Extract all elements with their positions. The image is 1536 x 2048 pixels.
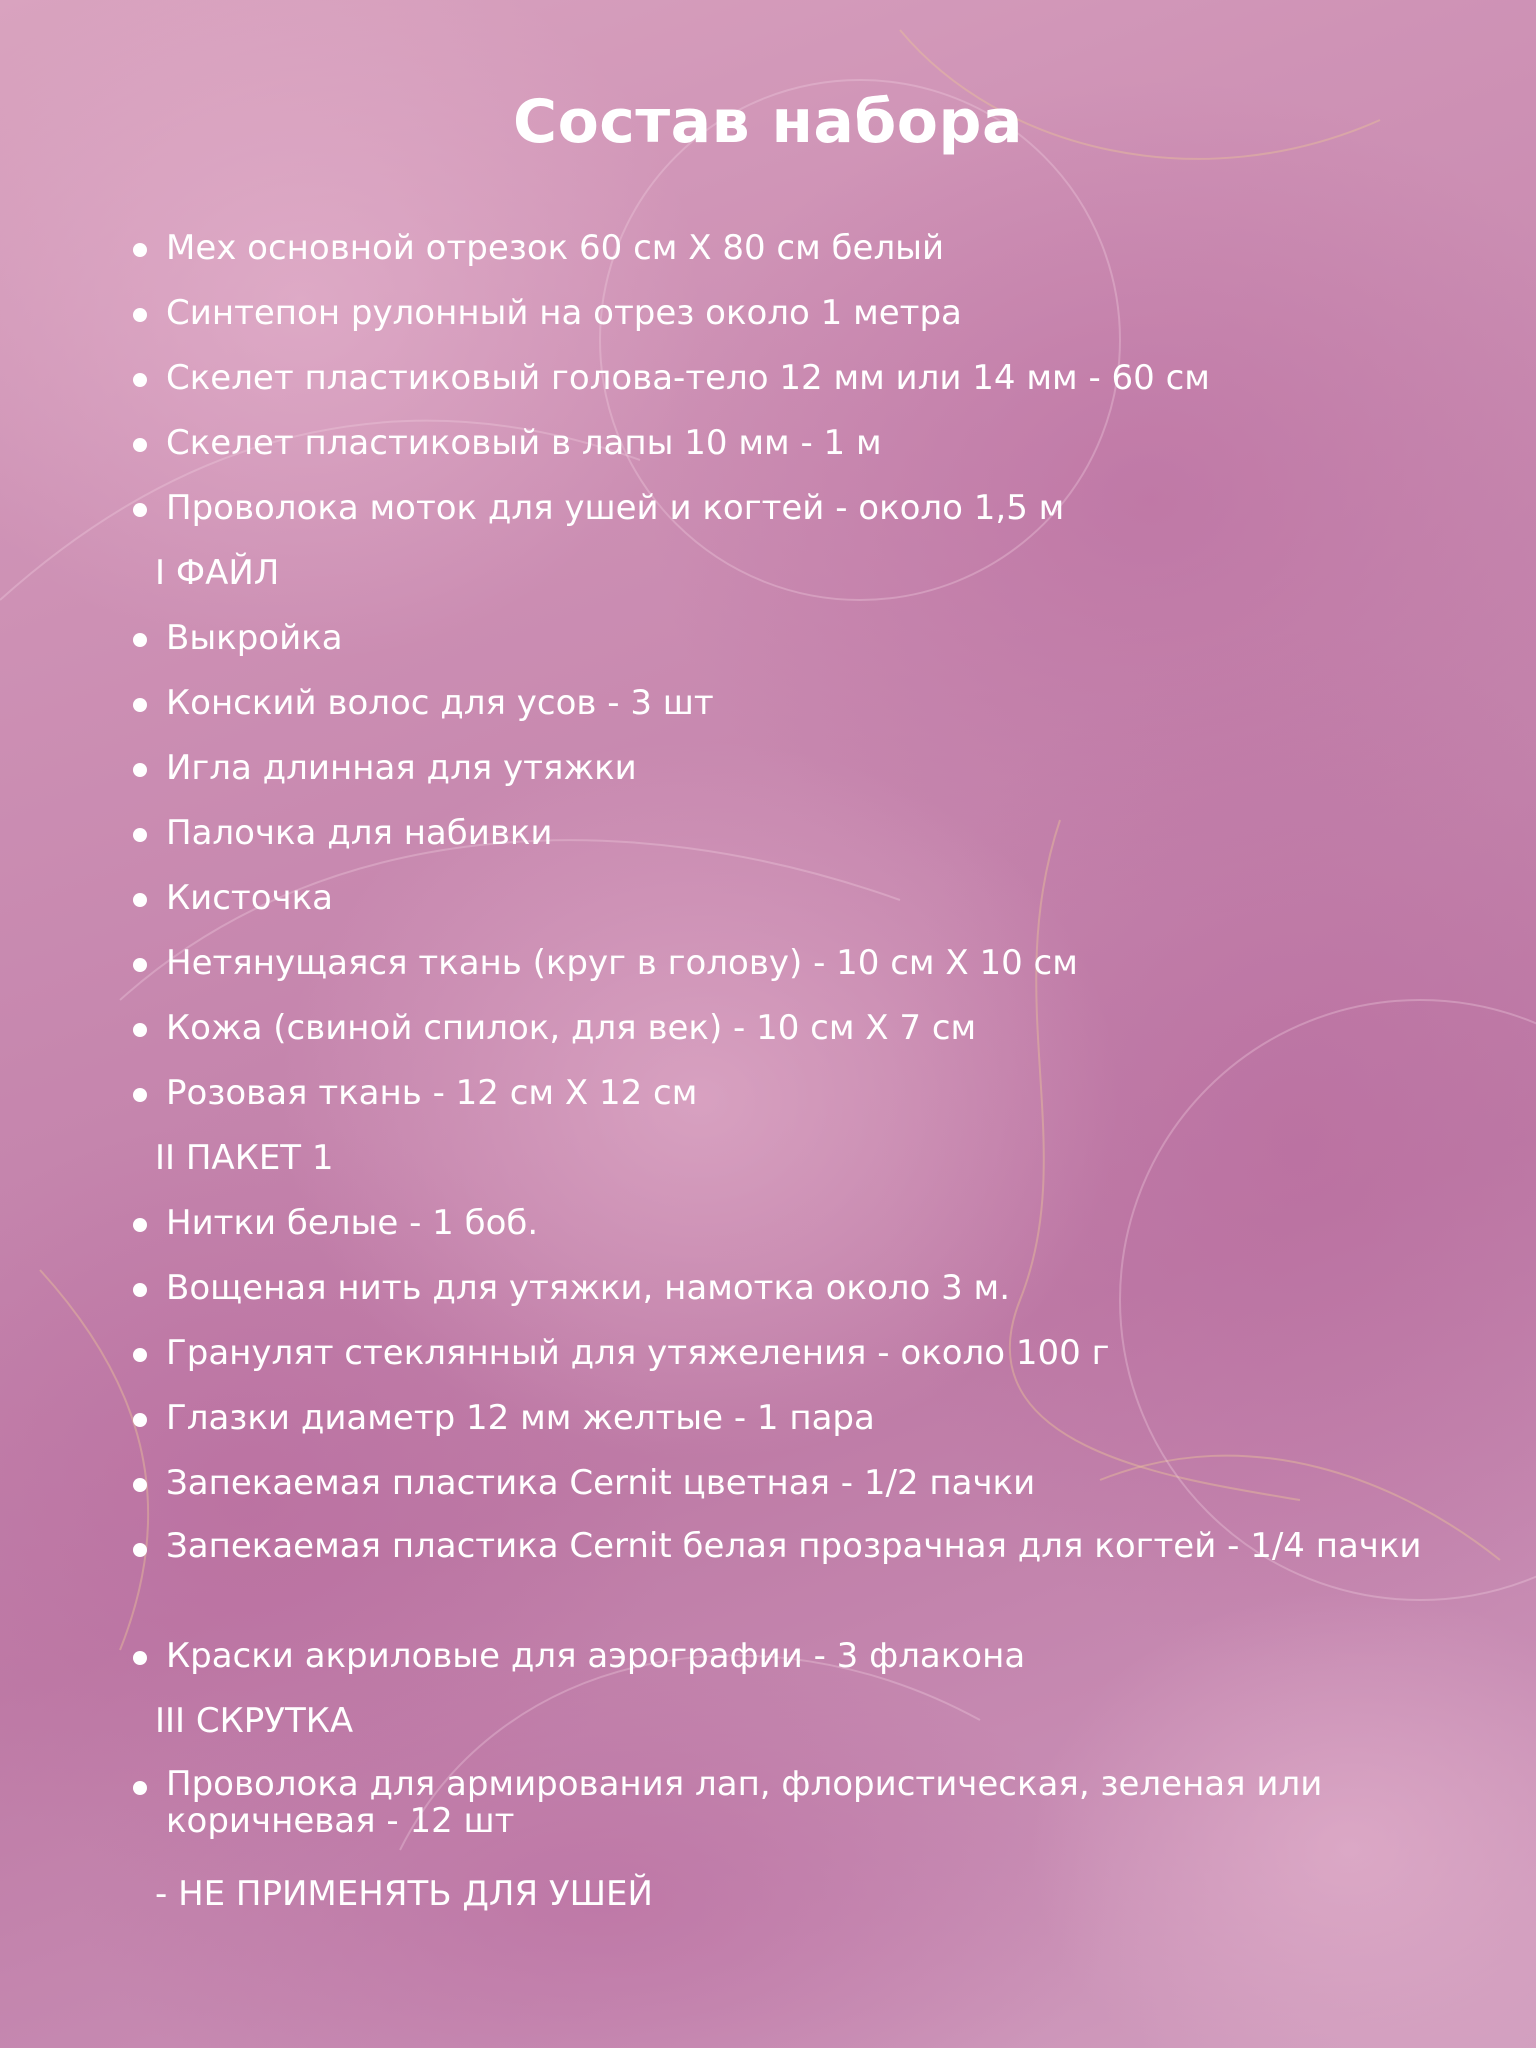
bullet-icon xyxy=(133,828,147,842)
list-item xyxy=(128,618,1428,683)
list-item-text: Скелет пластиковый голова-тело 12 мм или 14 мм - 60 см xyxy=(166,358,1210,398)
bullet-icon xyxy=(133,763,147,777)
list-item xyxy=(128,943,1428,1008)
list-item-text: Проволока моток для ушей и когтей - около 1,5 м xyxy=(166,488,1065,528)
list-item xyxy=(128,1463,1428,1528)
bullet-icon xyxy=(133,1781,147,1795)
list-item xyxy=(128,1766,1428,1874)
list-item xyxy=(128,228,1428,293)
list-item xyxy=(128,683,1428,748)
list-item xyxy=(128,1333,1428,1398)
list-item-text: Вощеная нить для утяжки, намотка около 3 м. xyxy=(166,1268,1011,1308)
list-item xyxy=(128,423,1428,488)
section-heading xyxy=(128,1701,1428,1766)
bullet-icon xyxy=(133,1348,147,1362)
section-heading xyxy=(128,1138,1428,1203)
list-item xyxy=(128,1203,1428,1268)
section-heading-text: III СКРУТКА xyxy=(155,1701,354,1741)
list-item-text: Нитки белые - 1 боб. xyxy=(166,1203,539,1243)
list-item-text: Выкройка xyxy=(166,618,343,658)
bullet-icon xyxy=(133,1651,147,1665)
list-item xyxy=(128,1398,1428,1463)
list-item xyxy=(128,813,1428,878)
list-item xyxy=(128,358,1428,423)
bullet-icon xyxy=(133,373,147,387)
list-item-text: Глазки диаметр 12 мм желтые - 1 пара xyxy=(166,1398,875,1438)
list-item xyxy=(128,1268,1428,1333)
bullet-icon xyxy=(133,503,147,517)
page-title: Состав набора xyxy=(513,87,1023,157)
list-item-text: Запекаемая пластика Cernit белая прозрачная для когтей - 1/4 пачки xyxy=(166,1526,1422,1566)
list-item xyxy=(128,488,1428,553)
list-item-text: Конский волос для усов - 3 шт xyxy=(166,683,714,723)
section-heading-text: I ФАЙЛ xyxy=(155,553,280,593)
list-item xyxy=(128,293,1428,358)
bullet-icon xyxy=(133,1478,147,1492)
list-item-text: Розовая ткань - 12 см Х 12 см xyxy=(166,1073,698,1113)
list-item xyxy=(128,878,1428,943)
list-item-text: Гранулят стеклянный для утяжеления - около 100 г xyxy=(166,1333,1110,1373)
list-item-text: Мех основной отрезок 60 см Х 80 см белый xyxy=(166,228,945,268)
list-item-text: Нетянущаяся ткань (круг в голову) - 10 см Х 10 см xyxy=(166,943,1078,983)
list-item xyxy=(128,1528,1428,1636)
bullet-icon xyxy=(133,1543,147,1557)
list-item-text: Проволока для армирования лап, флористическая, зеленая или коричневая - 12 шт xyxy=(166,1764,1323,1841)
section-heading xyxy=(128,553,1428,618)
list-item-text: Запекаемая пластика Cernit цветная - 1/2 пачки xyxy=(166,1463,1036,1503)
bullet-icon xyxy=(133,243,147,257)
bullet-icon xyxy=(133,1023,147,1037)
list-item-text: Игла длинная для утяжки xyxy=(166,748,637,788)
section-heading-text: - НЕ ПРИМЕНЯТЬ ДЛЯ УШЕЙ xyxy=(155,1874,653,1914)
list-item xyxy=(128,1636,1428,1701)
bullet-icon xyxy=(133,1413,147,1427)
bullet-icon xyxy=(133,1088,147,1102)
section-heading-text: II ПАКЕТ 1 xyxy=(155,1138,334,1178)
bullet-icon xyxy=(133,958,147,972)
bullet-icon xyxy=(133,633,147,647)
list-item-text: Краски акриловые для аэрографии - 3 флакона xyxy=(166,1636,1026,1676)
list-item-text: Синтепон рулонный на отрез около 1 метра xyxy=(166,293,962,333)
section-heading xyxy=(128,1874,1428,1939)
bullet-icon xyxy=(133,1283,147,1297)
list-item xyxy=(128,1073,1428,1138)
bullet-icon xyxy=(133,308,147,322)
list-item xyxy=(128,1008,1428,1073)
bullet-icon xyxy=(133,893,147,907)
list-item-text: Кожа (свиной спилок, для век) - 10 см Х 7 см xyxy=(166,1008,977,1048)
list-item-text: Кисточка xyxy=(166,878,333,918)
bullet-icon xyxy=(133,1218,147,1232)
list-item xyxy=(128,748,1428,813)
bullet-icon xyxy=(133,438,147,452)
list-item-text: Палочка для набивки xyxy=(166,813,553,853)
list-item-text: Скелет пластиковый в лапы 10 мм - 1 м xyxy=(166,423,882,463)
kit-items-list xyxy=(128,228,1428,1939)
bullet-icon xyxy=(133,698,147,712)
